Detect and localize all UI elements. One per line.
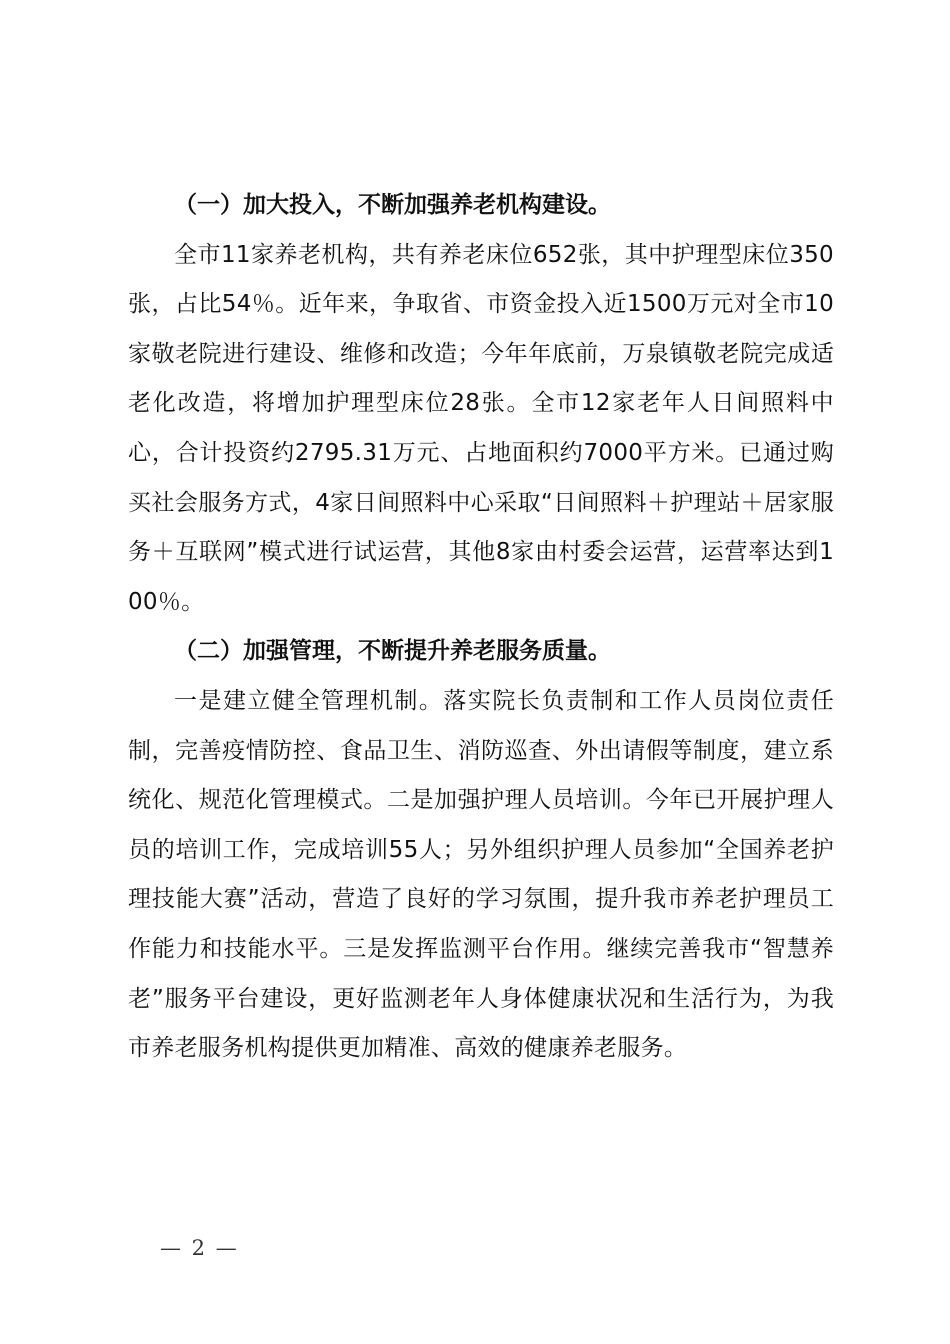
section-two-heading: （二）加强管理，不断提升养老服务质量。 xyxy=(174,638,611,665)
section-one-heading: （一）加大投入，不断加强养老机构建设。 xyxy=(174,192,611,218)
section-two-paragraph: 一是建立健全管理机制。落实院长负责制和工作人员岗位责任制，完善疫情防控、食品卫生、消防巡查、外出请假等制度，建立系统化、规范化管理模式。二是加强护理人员培训。今年已开展护理人员的培训工作，完成培训55人；另外组织护理人员参加“全国养老护理技能大赛”活动，营造了良好的学习氛围，提升我市养老护理员工作能力和技能水平。三是发挥监测平台作用。继续完善我市“智慧养老”服务平台建设，更好监测老年人身体健康状况和生活行为，为我市养老服务机构提供更加精准、高效的健康养老服务。 xyxy=(128,687,834,1062)
document-body xyxy=(128,181,834,1074)
page-number: — 2 — xyxy=(160,1236,239,1260)
section-one-paragraph: 全市11家养老机构，共有养老床位652张，其中护理型床位350张，占比54％。近年来，争取省、市资金投入近1500万元对全市10家敬老院进行建设、维修和改造；今年年底前，万泉镇敬老院完成适老化改造，将增加护理型床位28张。全市12家老年人日间照料中心，合计投资约2795.31万元、占地面积约7000平方米。已通过购买社会服务方式，4家日间照料中心采取“日间照料＋护理站＋居家服务＋互联网”模式进行试运营，其他8家由村委会运营，运营率达到100％。 xyxy=(128,241,834,615)
